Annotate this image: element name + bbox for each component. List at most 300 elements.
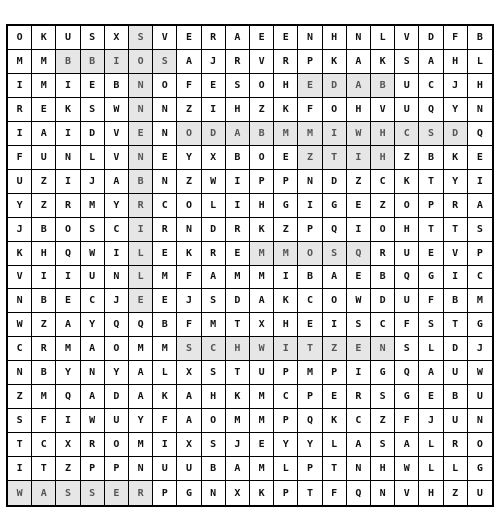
- letter-cell[interactable]: M: [56, 337, 80, 361]
- letter-cell[interactable]: W: [347, 122, 371, 146]
- letter-cell[interactable]: D: [444, 122, 468, 146]
- letter-cell[interactable]: M: [32, 74, 56, 98]
- letter-cell[interactable]: Q: [105, 313, 129, 337]
- letter-cell[interactable]: A: [468, 194, 492, 218]
- letter-cell[interactable]: I: [105, 50, 129, 74]
- letter-cell[interactable]: S: [468, 218, 492, 242]
- letter-cell[interactable]: S: [81, 481, 105, 505]
- letter-cell[interactable]: N: [202, 481, 226, 505]
- letter-cell[interactable]: B: [468, 26, 492, 50]
- letter-cell[interactable]: I: [129, 218, 153, 242]
- letter-cell[interactable]: X: [226, 481, 250, 505]
- letter-cell[interactable]: B: [32, 289, 56, 313]
- letter-cell[interactable]: N: [153, 98, 177, 122]
- letter-cell[interactable]: M: [250, 385, 274, 409]
- letter-cell[interactable]: Y: [105, 361, 129, 385]
- letter-cell[interactable]: C: [153, 194, 177, 218]
- letter-cell[interactable]: M: [202, 313, 226, 337]
- letter-cell[interactable]: B: [371, 74, 395, 98]
- letter-cell[interactable]: A: [129, 361, 153, 385]
- letter-cell[interactable]: S: [371, 433, 395, 457]
- letter-cell[interactable]: N: [347, 457, 371, 481]
- letter-cell[interactable]: J: [468, 337, 492, 361]
- letter-cell[interactable]: Y: [81, 313, 105, 337]
- letter-cell[interactable]: A: [347, 433, 371, 457]
- letter-cell[interactable]: L: [468, 50, 492, 74]
- letter-cell[interactable]: L: [153, 361, 177, 385]
- letter-cell[interactable]: T: [298, 337, 322, 361]
- letter-cell[interactable]: I: [8, 122, 32, 146]
- letter-cell[interactable]: S: [323, 242, 347, 266]
- letter-cell[interactable]: P: [468, 242, 492, 266]
- letter-cell[interactable]: M: [32, 385, 56, 409]
- letter-cell[interactable]: E: [177, 26, 201, 50]
- letter-cell[interactable]: P: [323, 361, 347, 385]
- letter-cell[interactable]: C: [32, 433, 56, 457]
- letter-cell[interactable]: B: [444, 289, 468, 313]
- letter-cell[interactable]: J: [419, 409, 443, 433]
- letter-cell[interactable]: J: [226, 433, 250, 457]
- letter-cell[interactable]: F: [419, 289, 443, 313]
- letter-cell[interactable]: R: [202, 242, 226, 266]
- letter-cell[interactable]: I: [8, 457, 32, 481]
- letter-cell[interactable]: K: [323, 50, 347, 74]
- letter-cell[interactable]: E: [323, 385, 347, 409]
- letter-cell[interactable]: A: [129, 385, 153, 409]
- letter-cell[interactable]: H: [347, 98, 371, 122]
- letter-cell[interactable]: T: [323, 457, 347, 481]
- letter-cell[interactable]: M: [250, 409, 274, 433]
- letter-cell[interactable]: V: [153, 26, 177, 50]
- letter-cell[interactable]: K: [274, 289, 298, 313]
- letter-cell[interactable]: K: [226, 385, 250, 409]
- letter-cell[interactable]: V: [105, 146, 129, 170]
- letter-cell[interactable]: H: [202, 385, 226, 409]
- letter-cell[interactable]: M: [274, 242, 298, 266]
- letter-cell[interactable]: E: [298, 74, 322, 98]
- letter-cell[interactable]: A: [419, 361, 443, 385]
- letter-cell[interactable]: M: [153, 337, 177, 361]
- letter-cell[interactable]: B: [32, 361, 56, 385]
- letter-cell[interactable]: Z: [371, 409, 395, 433]
- letter-cell[interactable]: H: [395, 218, 419, 242]
- letter-cell[interactable]: B: [444, 385, 468, 409]
- letter-cell[interactable]: F: [177, 266, 201, 290]
- letter-cell[interactable]: V: [8, 266, 32, 290]
- letter-cell[interactable]: C: [468, 266, 492, 290]
- letter-cell[interactable]: O: [323, 289, 347, 313]
- letter-cell[interactable]: P: [274, 481, 298, 505]
- letter-cell[interactable]: I: [274, 337, 298, 361]
- letter-cell[interactable]: W: [250, 337, 274, 361]
- letter-cell[interactable]: F: [153, 409, 177, 433]
- letter-cell[interactable]: G: [371, 361, 395, 385]
- letter-cell[interactable]: M: [250, 266, 274, 290]
- letter-cell[interactable]: H: [371, 146, 395, 170]
- letter-cell[interactable]: B: [226, 146, 250, 170]
- letter-cell[interactable]: U: [32, 146, 56, 170]
- letter-cell[interactable]: G: [419, 266, 443, 290]
- letter-cell[interactable]: H: [468, 74, 492, 98]
- letter-cell[interactable]: N: [129, 74, 153, 98]
- letter-cell[interactable]: E: [153, 146, 177, 170]
- letter-cell[interactable]: M: [226, 409, 250, 433]
- letter-cell[interactable]: F: [444, 26, 468, 50]
- letter-cell[interactable]: V: [395, 481, 419, 505]
- letter-cell[interactable]: B: [105, 74, 129, 98]
- letter-cell[interactable]: U: [8, 170, 32, 194]
- letter-cell[interactable]: Q: [323, 218, 347, 242]
- letter-cell[interactable]: W: [8, 481, 32, 505]
- letter-cell[interactable]: M: [153, 266, 177, 290]
- letter-cell[interactable]: O: [177, 122, 201, 146]
- letter-cell[interactable]: Z: [32, 194, 56, 218]
- letter-cell[interactable]: H: [226, 98, 250, 122]
- letter-cell[interactable]: Q: [395, 266, 419, 290]
- letter-cell[interactable]: M: [298, 122, 322, 146]
- letter-cell[interactable]: X: [105, 26, 129, 50]
- letter-cell[interactable]: I: [298, 194, 322, 218]
- letter-cell[interactable]: U: [476, 487, 483, 499]
- letter-cell[interactable]: U: [153, 457, 177, 481]
- letter-cell[interactable]: C: [419, 74, 443, 98]
- letter-cell[interactable]: P: [298, 457, 322, 481]
- letter-cell[interactable]: Z: [32, 170, 56, 194]
- letter-cell[interactable]: S: [81, 218, 105, 242]
- letter-cell[interactable]: N: [371, 337, 395, 361]
- letter-cell[interactable]: M: [81, 194, 105, 218]
- letter-cell[interactable]: K: [32, 26, 56, 50]
- letter-cell[interactable]: T: [226, 313, 250, 337]
- letter-cell[interactable]: D: [226, 289, 250, 313]
- letter-cell[interactable]: N: [129, 146, 153, 170]
- letter-cell[interactable]: Z: [177, 170, 201, 194]
- letter-cell[interactable]: E: [153, 289, 177, 313]
- letter-cell[interactable]: T: [8, 433, 32, 457]
- letter-cell[interactable]: V: [371, 98, 395, 122]
- letter-cell[interactable]: O: [250, 74, 274, 98]
- letter-cell[interactable]: Q: [468, 122, 492, 146]
- letter-cell[interactable]: A: [395, 433, 419, 457]
- letter-cell[interactable]: O: [202, 409, 226, 433]
- letter-cell[interactable]: G: [177, 481, 201, 505]
- letter-cell[interactable]: M: [298, 361, 322, 385]
- letter-cell[interactable]: U: [56, 26, 80, 50]
- letter-cell[interactable]: V: [105, 122, 129, 146]
- letter-cell[interactable]: D: [81, 122, 105, 146]
- letter-cell[interactable]: Z: [444, 481, 468, 505]
- letter-cell[interactable]: B: [153, 313, 177, 337]
- letter-cell[interactable]: C: [274, 385, 298, 409]
- letter-cell[interactable]: B: [81, 50, 105, 74]
- letter-cell[interactable]: R: [153, 218, 177, 242]
- letter-cell[interactable]: M: [250, 242, 274, 266]
- letter-cell[interactable]: Q: [56, 242, 80, 266]
- letter-cell[interactable]: O: [8, 26, 32, 50]
- letter-cell[interactable]: S: [419, 122, 443, 146]
- letter-cell[interactable]: A: [323, 266, 347, 290]
- letter-cell[interactable]: M: [468, 289, 492, 313]
- letter-cell[interactable]: L: [371, 26, 395, 50]
- letter-cell[interactable]: S: [153, 50, 177, 74]
- letter-cell[interactable]: Q: [347, 481, 371, 505]
- letter-cell[interactable]: A: [177, 50, 201, 74]
- letter-cell[interactable]: A: [226, 122, 250, 146]
- letter-cell[interactable]: E: [419, 385, 443, 409]
- letter-cell[interactable]: B: [298, 266, 322, 290]
- letter-cell[interactable]: E: [226, 242, 250, 266]
- letter-cell[interactable]: S: [419, 313, 443, 337]
- letter-cell[interactable]: Q: [129, 313, 153, 337]
- letter-cell[interactable]: I: [56, 409, 80, 433]
- letter-cell[interactable]: S: [81, 26, 105, 50]
- letter-cell[interactable]: E: [32, 98, 56, 122]
- letter-cell[interactable]: B: [32, 218, 56, 242]
- letter-cell[interactable]: P: [274, 361, 298, 385]
- letter-cell[interactable]: R: [81, 433, 105, 457]
- letter-cell[interactable]: C: [371, 170, 395, 194]
- letter-cell[interactable]: C: [8, 337, 32, 361]
- letter-cell[interactable]: Y: [444, 98, 468, 122]
- letter-cell[interactable]: Q: [419, 98, 443, 122]
- letter-cell[interactable]: B: [129, 170, 153, 194]
- letter-cell[interactable]: Z: [298, 146, 322, 170]
- letter-cell[interactable]: R: [129, 481, 153, 505]
- letter-cell[interactable]: W: [105, 98, 129, 122]
- letter-cell[interactable]: K: [250, 218, 274, 242]
- letter-cell[interactable]: D: [105, 385, 129, 409]
- letter-cell[interactable]: Q: [395, 361, 419, 385]
- letter-cell[interactable]: I: [444, 266, 468, 290]
- letter-cell[interactable]: Y: [177, 146, 201, 170]
- letter-cell[interactable]: C: [371, 313, 395, 337]
- letter-cell[interactable]: K: [274, 98, 298, 122]
- letter-cell[interactable]: R: [444, 433, 468, 457]
- letter-cell[interactable]: K: [56, 98, 80, 122]
- letter-cell[interactable]: U: [395, 98, 419, 122]
- letter-cell[interactable]: E: [347, 194, 371, 218]
- letter-cell[interactable]: Y: [444, 170, 468, 194]
- letter-cell[interactable]: E: [468, 146, 492, 170]
- letter-cell[interactable]: M: [8, 50, 32, 74]
- letter-cell[interactable]: L: [129, 242, 153, 266]
- letter-cell[interactable]: E: [129, 122, 153, 146]
- letter-cell[interactable]: A: [419, 50, 443, 74]
- letter-cell[interactable]: L: [419, 457, 443, 481]
- letter-cell[interactable]: R: [8, 98, 32, 122]
- letter-cell[interactable]: D: [202, 218, 226, 242]
- letter-cell[interactable]: Z: [323, 337, 347, 361]
- letter-cell[interactable]: E: [298, 313, 322, 337]
- letter-cell[interactable]: O: [371, 218, 395, 242]
- letter-cell[interactable]: M: [226, 266, 250, 290]
- letter-cell[interactable]: J: [202, 50, 226, 74]
- letter-cell[interactable]: K: [444, 146, 468, 170]
- letter-cell[interactable]: E: [81, 74, 105, 98]
- letter-cell[interactable]: O: [298, 242, 322, 266]
- letter-cell[interactable]: G: [323, 194, 347, 218]
- letter-cell[interactable]: K: [153, 385, 177, 409]
- letter-cell[interactable]: O: [250, 146, 274, 170]
- letter-cell[interactable]: T: [444, 313, 468, 337]
- letter-cell[interactable]: E: [56, 289, 80, 313]
- letter-cell[interactable]: H: [371, 122, 395, 146]
- letter-cell[interactable]: V: [250, 50, 274, 74]
- letter-cell[interactable]: P: [298, 385, 322, 409]
- letter-cell[interactable]: K: [371, 50, 395, 74]
- letter-cell[interactable]: J: [177, 289, 201, 313]
- letter-cell[interactable]: Z: [8, 385, 32, 409]
- letter-cell[interactable]: I: [347, 361, 371, 385]
- letter-cell[interactable]: S: [226, 74, 250, 98]
- letter-cell[interactable]: G: [468, 457, 492, 481]
- letter-cell[interactable]: O: [56, 218, 80, 242]
- letter-cell[interactable]: B: [202, 457, 226, 481]
- letter-cell[interactable]: S: [129, 26, 153, 50]
- letter-cell[interactable]: E: [250, 433, 274, 457]
- letter-cell[interactable]: E: [347, 337, 371, 361]
- letter-cell[interactable]: R: [226, 218, 250, 242]
- letter-cell[interactable]: O: [153, 74, 177, 98]
- letter-cell[interactable]: S: [177, 337, 201, 361]
- letter-cell[interactable]: P: [419, 194, 443, 218]
- letter-cell[interactable]: U: [468, 385, 492, 409]
- letter-cell[interactable]: H: [444, 50, 468, 74]
- letter-cell[interactable]: P: [298, 50, 322, 74]
- letter-cell[interactable]: D: [371, 289, 395, 313]
- letter-cell[interactable]: R: [371, 242, 395, 266]
- letter-cell[interactable]: N: [468, 98, 492, 122]
- letter-cell[interactable]: U: [81, 266, 105, 290]
- letter-cell[interactable]: W: [347, 289, 371, 313]
- letter-cell[interactable]: A: [81, 385, 105, 409]
- letter-cell[interactable]: J: [444, 74, 468, 98]
- letter-cell[interactable]: L: [419, 433, 443, 457]
- letter-cell[interactable]: J: [105, 289, 129, 313]
- letter-cell[interactable]: F: [177, 313, 201, 337]
- letter-cell[interactable]: T: [323, 146, 347, 170]
- letter-cell[interactable]: C: [298, 289, 322, 313]
- letter-cell[interactable]: S: [56, 481, 80, 505]
- letter-cell[interactable]: S: [371, 385, 395, 409]
- letter-cell[interactable]: U: [250, 361, 274, 385]
- letter-cell[interactable]: N: [153, 170, 177, 194]
- letter-cell[interactable]: Z: [371, 194, 395, 218]
- letter-cell[interactable]: C: [395, 122, 419, 146]
- letter-cell[interactable]: A: [105, 170, 129, 194]
- letter-cell[interactable]: K: [395, 170, 419, 194]
- letter-cell[interactable]: S: [81, 98, 105, 122]
- letter-cell[interactable]: S: [8, 409, 32, 433]
- letter-cell[interactable]: A: [202, 266, 226, 290]
- letter-cell[interactable]: K: [177, 242, 201, 266]
- letter-cell[interactable]: Z: [347, 170, 371, 194]
- letter-cell[interactable]: I: [323, 313, 347, 337]
- letter-cell[interactable]: S: [347, 313, 371, 337]
- letter-cell[interactable]: P: [81, 457, 105, 481]
- letter-cell[interactable]: O: [105, 433, 129, 457]
- letter-cell[interactable]: K: [8, 242, 32, 266]
- letter-cell[interactable]: O: [395, 194, 419, 218]
- letter-cell[interactable]: T: [226, 361, 250, 385]
- letter-cell[interactable]: I: [56, 170, 80, 194]
- letter-cell[interactable]: V: [444, 242, 468, 266]
- letter-cell[interactable]: I: [105, 242, 129, 266]
- letter-cell[interactable]: H: [274, 74, 298, 98]
- letter-cell[interactable]: A: [347, 50, 371, 74]
- letter-cell[interactable]: A: [177, 409, 201, 433]
- letter-cell[interactable]: K: [323, 409, 347, 433]
- letter-cell[interactable]: I: [323, 122, 347, 146]
- letter-cell[interactable]: Z: [395, 146, 419, 170]
- letter-cell[interactable]: Q: [347, 242, 371, 266]
- letter-cell[interactable]: K: [250, 481, 274, 505]
- letter-cell[interactable]: Y: [274, 433, 298, 457]
- letter-cell[interactable]: I: [468, 170, 492, 194]
- letter-cell[interactable]: A: [56, 313, 80, 337]
- letter-cell[interactable]: H: [371, 457, 395, 481]
- letter-cell[interactable]: C: [202, 337, 226, 361]
- letter-cell[interactable]: M: [274, 122, 298, 146]
- letter-cell[interactable]: R: [226, 50, 250, 74]
- letter-cell[interactable]: A: [32, 122, 56, 146]
- letter-cell[interactable]: L: [202, 194, 226, 218]
- letter-cell[interactable]: R: [202, 26, 226, 50]
- letter-cell[interactable]: D: [323, 170, 347, 194]
- letter-cell[interactable]: G: [395, 385, 419, 409]
- letter-cell[interactable]: Z: [32, 313, 56, 337]
- letter-cell[interactable]: M: [32, 50, 56, 74]
- letter-cell[interactable]: Y: [105, 194, 129, 218]
- letter-cell[interactable]: I: [153, 433, 177, 457]
- letter-cell[interactable]: Z: [250, 98, 274, 122]
- letter-cell[interactable]: O: [323, 98, 347, 122]
- letter-cell[interactable]: A: [32, 481, 56, 505]
- letter-cell[interactable]: N: [56, 146, 80, 170]
- letter-cell[interactable]: M: [129, 337, 153, 361]
- letter-cell[interactable]: N: [8, 361, 32, 385]
- letter-cell[interactable]: S: [202, 361, 226, 385]
- letter-cell[interactable]: M: [250, 457, 274, 481]
- letter-cell[interactable]: X: [177, 361, 201, 385]
- letter-cell[interactable]: U: [395, 242, 419, 266]
- letter-cell[interactable]: T: [298, 481, 322, 505]
- letter-cell[interactable]: O: [105, 337, 129, 361]
- letter-cell[interactable]: H: [32, 242, 56, 266]
- letter-cell[interactable]: I: [8, 74, 32, 98]
- letter-cell[interactable]: Y: [129, 409, 153, 433]
- letter-cell[interactable]: W: [395, 457, 419, 481]
- letter-cell[interactable]: N: [129, 98, 153, 122]
- letter-cell[interactable]: F: [395, 313, 419, 337]
- letter-cell[interactable]: O: [468, 433, 492, 457]
- letter-cell[interactable]: W: [468, 361, 492, 385]
- letter-cell[interactable]: H: [226, 337, 250, 361]
- letter-cell[interactable]: N: [347, 26, 371, 50]
- letter-cell[interactable]: S: [395, 50, 419, 74]
- letter-cell[interactable]: Q: [298, 409, 322, 433]
- letter-cell[interactable]: R: [444, 194, 468, 218]
- letter-cell[interactable]: N: [468, 409, 492, 433]
- letter-cell[interactable]: T: [419, 218, 443, 242]
- letter-cell[interactable]: U: [444, 361, 468, 385]
- letter-cell[interactable]: E: [274, 26, 298, 50]
- letter-cell[interactable]: Z: [274, 218, 298, 242]
- letter-cell[interactable]: A: [347, 74, 371, 98]
- letter-cell[interactable]: D: [444, 337, 468, 361]
- letter-cell[interactable]: O: [129, 50, 153, 74]
- letter-cell[interactable]: P: [298, 218, 322, 242]
